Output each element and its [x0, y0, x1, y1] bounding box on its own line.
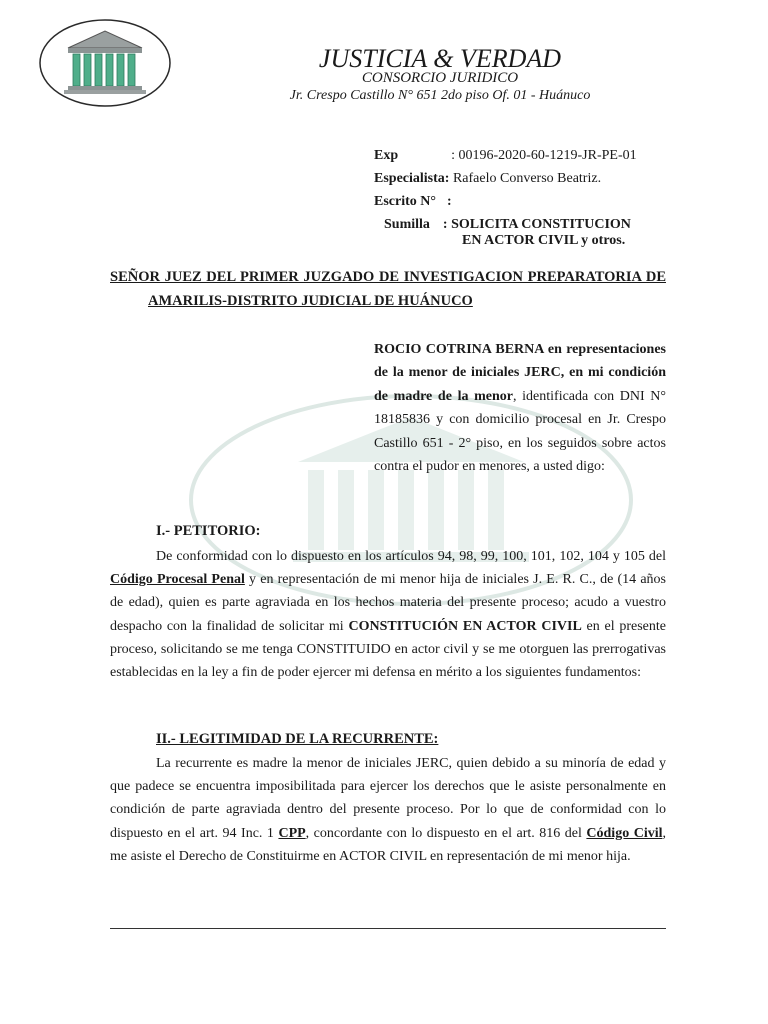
- constitucion-actor-civil: CONSTITUCIÓN EN ACTOR CIVIL: [348, 618, 582, 634]
- especialista-label: Especialista:: [374, 171, 450, 186]
- petitorio-text-3: en el presente proceso, solicitando se me tenga CONSTITUIDO en actor civil y se me otorguen las prerrogativas establecidas en la ley a fin de poder ejercer mi defensa en mérito a los siguientes fundamentos:: [110, 618, 666, 681]
- escrito-value: :: [446, 194, 452, 209]
- sumilla-line1: : SOLICITA CONSTITUCION: [442, 217, 631, 232]
- intro-paragraph: [374, 338, 666, 478]
- firm-name: JUSTICIA & VERDAD: [318, 44, 562, 73]
- petitorio-heading: I.- PETITORIO:: [156, 523, 261, 539]
- legitimidad-text-3: , me asiste el Derecho de Constituirme en ACTOR CIVIL en representación de mi menor hija.: [110, 825, 666, 864]
- sumilla-label: Sumilla: [384, 217, 430, 232]
- legitimidad-text-2: , concordante con lo dispuesto en el art. 816 del: [305, 825, 587, 841]
- petitorio-text-1: De conformidad con lo dispuesto en los artículos 94, 98, 99, 100, 101, 102, 104 y 105 del: [156, 549, 666, 564]
- codigo-procesal-penal: Código Procesal Penal: [110, 572, 245, 588]
- footer-divider: [110, 928, 666, 929]
- escrito-label: Escrito N°: [374, 194, 436, 209]
- petitorio-paragraph: [110, 545, 666, 684]
- firm-address: Jr. Crespo Castillo N° 651 2do piso Of. 01 - Huánuco: [289, 88, 591, 103]
- cpp-reference: CPP: [278, 825, 306, 841]
- exp-value: : 00196-2020-60-1219-JR-PE-01: [451, 148, 637, 163]
- sumilla-row: [384, 217, 631, 233]
- addressee-line1: SEÑOR JUEZ DEL PRIMER JUZGADO DE INVESTIGACION PREPARATORIA DE: [110, 269, 666, 285]
- legitimidad-heading: II.- LEGITIMIDAD DE LA RECURRENTE:: [156, 731, 439, 747]
- especialista-row: [374, 171, 601, 187]
- intro-rest: , identificada con DNI N° 18185836 y con domicilio procesal en Jr. Crespo Castillo 651 - 2° piso, en los seguidos sobre actos contra el pudor en menores, a usted digo:: [374, 388, 666, 475]
- sumilla-line2: EN ACTOR CIVIL y otros.: [462, 233, 626, 248]
- case-number-row: [374, 148, 637, 164]
- escrito-row: [374, 194, 452, 210]
- exp-label: Exp: [374, 148, 399, 163]
- petitorio-text-2: y en representación de mi menor hija de iniciales J. E. R. C., de (14 años de edad), quien es parte agraviada en los hechos materia del presente proceso; acudo a vuestro despacho con la finalidad de solicitar mi: [110, 572, 666, 634]
- petitioner-name: ROCIO COTRINA BERNA en representaciones de la menor de iniciales JERC, en mi condición de madre de la menor: [374, 342, 666, 404]
- courthouse-logo-icon: [38, 18, 172, 108]
- firm-subtitle: CONSORCIO JURIDICO: [361, 70, 519, 86]
- especialista-value: Rafaelo Converso Beatriz.: [452, 171, 602, 186]
- legitimidad-paragraph: [110, 752, 666, 868]
- legitimidad-text-1: La recurrente es madre la menor de iniciales JERC, quien debido a su minoría de edad y que padece se encuentra imposibilitada para ejercer los derechos que le asiste personalmente en condición de parte agraviada dentro del presente proceso. Por lo que de conformidad con lo dispuesto en el art. 94 Inc. 1: [110, 756, 666, 841]
- codigo-civil-reference: Código Civil: [586, 825, 663, 841]
- addressee-line2: AMARILIS-DISTRITO JUDICIAL DE HUÁNUCO: [148, 293, 473, 309]
